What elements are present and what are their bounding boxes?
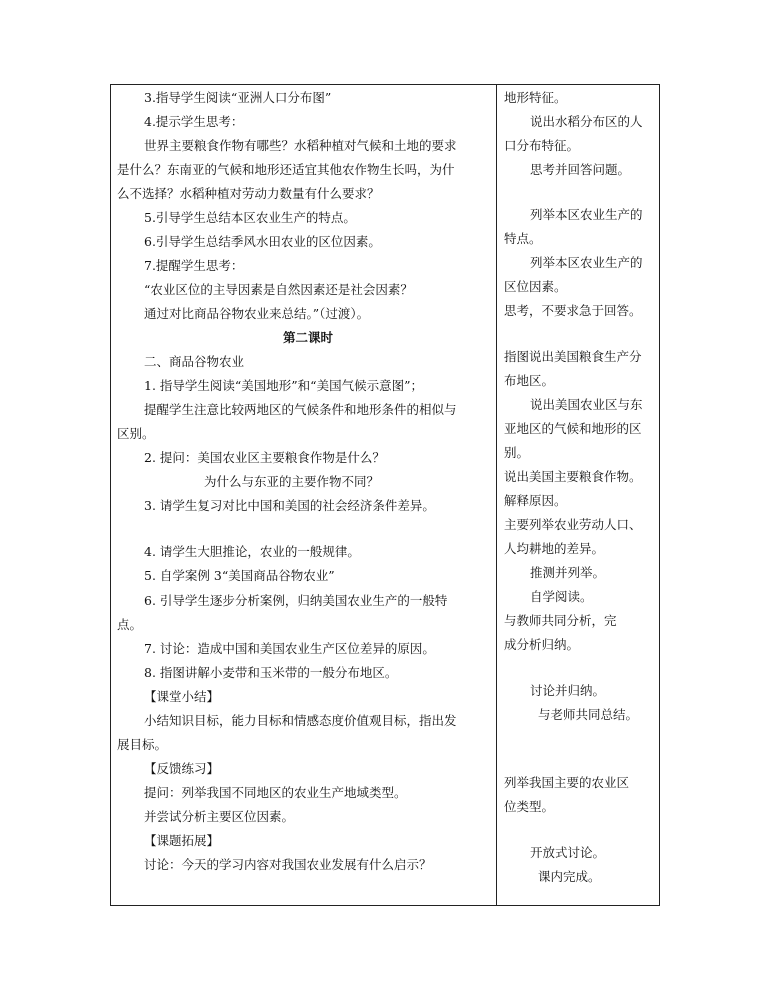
subheading: 【课题拓展】 <box>144 833 220 848</box>
right-line: 列举我国主要的农业区 <box>504 775 630 790</box>
right-line: 别。 <box>504 445 530 460</box>
right-line: 自学阅读。 <box>530 589 593 604</box>
left-line: 5.引导学生总结本区农业生产的特点。 <box>144 210 356 225</box>
right-line: 列举本区农业生产的 <box>530 207 643 222</box>
left-line: 区别。 <box>117 426 155 441</box>
right-line: 思考，不要求急于回答。 <box>504 303 642 318</box>
right-line: 口分布特征。 <box>504 138 580 153</box>
right-line: 解释原因。 <box>504 493 567 508</box>
column-divider <box>496 85 497 905</box>
subheading: 【反馈练习】 <box>144 761 220 776</box>
right-line: 指图说出美国粮食生产分 <box>504 349 642 364</box>
left-line: 6.引导学生总结季风水田农业的区位因素。 <box>144 234 381 249</box>
left-line: 么不选择？水稻种植对劳动力数量有什么要求？ <box>117 186 380 201</box>
right-line: 与老师共同总结。 <box>538 707 639 722</box>
right-line: 与教师共同分析，完 <box>504 613 617 628</box>
left-line: 4.提示学生思考： <box>144 114 244 129</box>
right-line: 课内完成。 <box>538 869 601 884</box>
left-line: 小结知识目标，能力目标和情感态度价值观目标，指出发 <box>144 713 457 728</box>
left-line: 并尝试分析主要区位因素。 <box>144 809 295 824</box>
right-line: 主要列举农业劳动人口、 <box>504 517 642 532</box>
left-line: 为什么与东亚的主要作物不同？ <box>204 474 380 489</box>
left-line: 3.指导学生阅读“亚洲人口分布图” <box>144 90 332 105</box>
right-line: 说出水稻分布区的人 <box>530 114 643 129</box>
left-line: 8. 指图讲解小麦带和玉米带的一般分布地区。 <box>144 665 398 680</box>
left-line: 1. 指导学生阅读“美国地形”和“美国气候示意图”； <box>144 378 423 393</box>
left-line: 2. 提问：美国农业区主要粮食作物是什么？ <box>144 450 385 465</box>
left-line: 提醒学生注意比较两地区的气候条件和地形条件的相似与 <box>144 402 457 417</box>
left-line: 5. 自学案例 3“美国商品谷物农业” <box>144 568 335 583</box>
left-line: 二、商品谷物农业 <box>144 354 245 369</box>
left-line: 世界主要粮食作物有哪些？水稻种植对气候和土地的要求 <box>144 138 457 153</box>
right-line: 布地区。 <box>504 373 555 388</box>
left-line: 4. 请学生大胆推论，农业的一般规律。 <box>144 544 360 559</box>
left-line: 点。 <box>117 617 143 632</box>
right-line: 列举本区农业生产的 <box>530 255 643 270</box>
right-line: 位类型。 <box>504 799 555 814</box>
left-line: 6. 引导学生逐步分析案例，归纳美国农业生产的一般特 <box>144 593 448 608</box>
left-line: 讨论：今天的学习内容对我国农业发展有什么启示？ <box>144 857 432 872</box>
right-line: 说出美国农业区与东 <box>530 397 643 412</box>
left-line: “农业区位的主导因素是自然因素还是社会因素？ <box>144 282 413 297</box>
right-line: 推测并列举。 <box>530 565 606 580</box>
right-line: 说出美国主要粮食作物。 <box>504 469 642 484</box>
right-line: 人均耕地的差异。 <box>504 541 605 556</box>
right-line: 开放式讨论。 <box>530 845 606 860</box>
right-line: 讨论并归纳。 <box>530 683 606 698</box>
section-title: 第二课时 <box>283 330 334 345</box>
left-line: 7.提醒学生思考： <box>144 258 244 273</box>
left-line: 是什么？东南亚的气候和地形还适宜其他农作物生长吗，为什 <box>117 162 455 177</box>
right-line: 地形特征。 <box>504 90 567 105</box>
subheading: 【课堂小结】 <box>144 689 220 704</box>
right-line: 亚地区的气候和地形的区 <box>504 421 642 436</box>
right-line: 思考并回答问题。 <box>530 162 631 177</box>
left-line: 3. 请学生复习对比中国和美国的社会经济条件差异。 <box>144 498 435 513</box>
left-line: 7. 讨论：造成中国和美国农业生产区位差异的原因。 <box>144 641 435 656</box>
left-line: 展目标。 <box>117 737 168 752</box>
left-line: 提问：列举我国不同地区的农业生产地域类型。 <box>144 785 407 800</box>
left-line: 通过对比商品谷物农业来总结。”（过渡）。 <box>144 306 370 321</box>
right-line: 成分析归纳。 <box>504 637 580 652</box>
right-line: 特点。 <box>504 231 542 246</box>
lesson-table <box>110 84 660 906</box>
right-line: 区位因素。 <box>504 279 567 294</box>
